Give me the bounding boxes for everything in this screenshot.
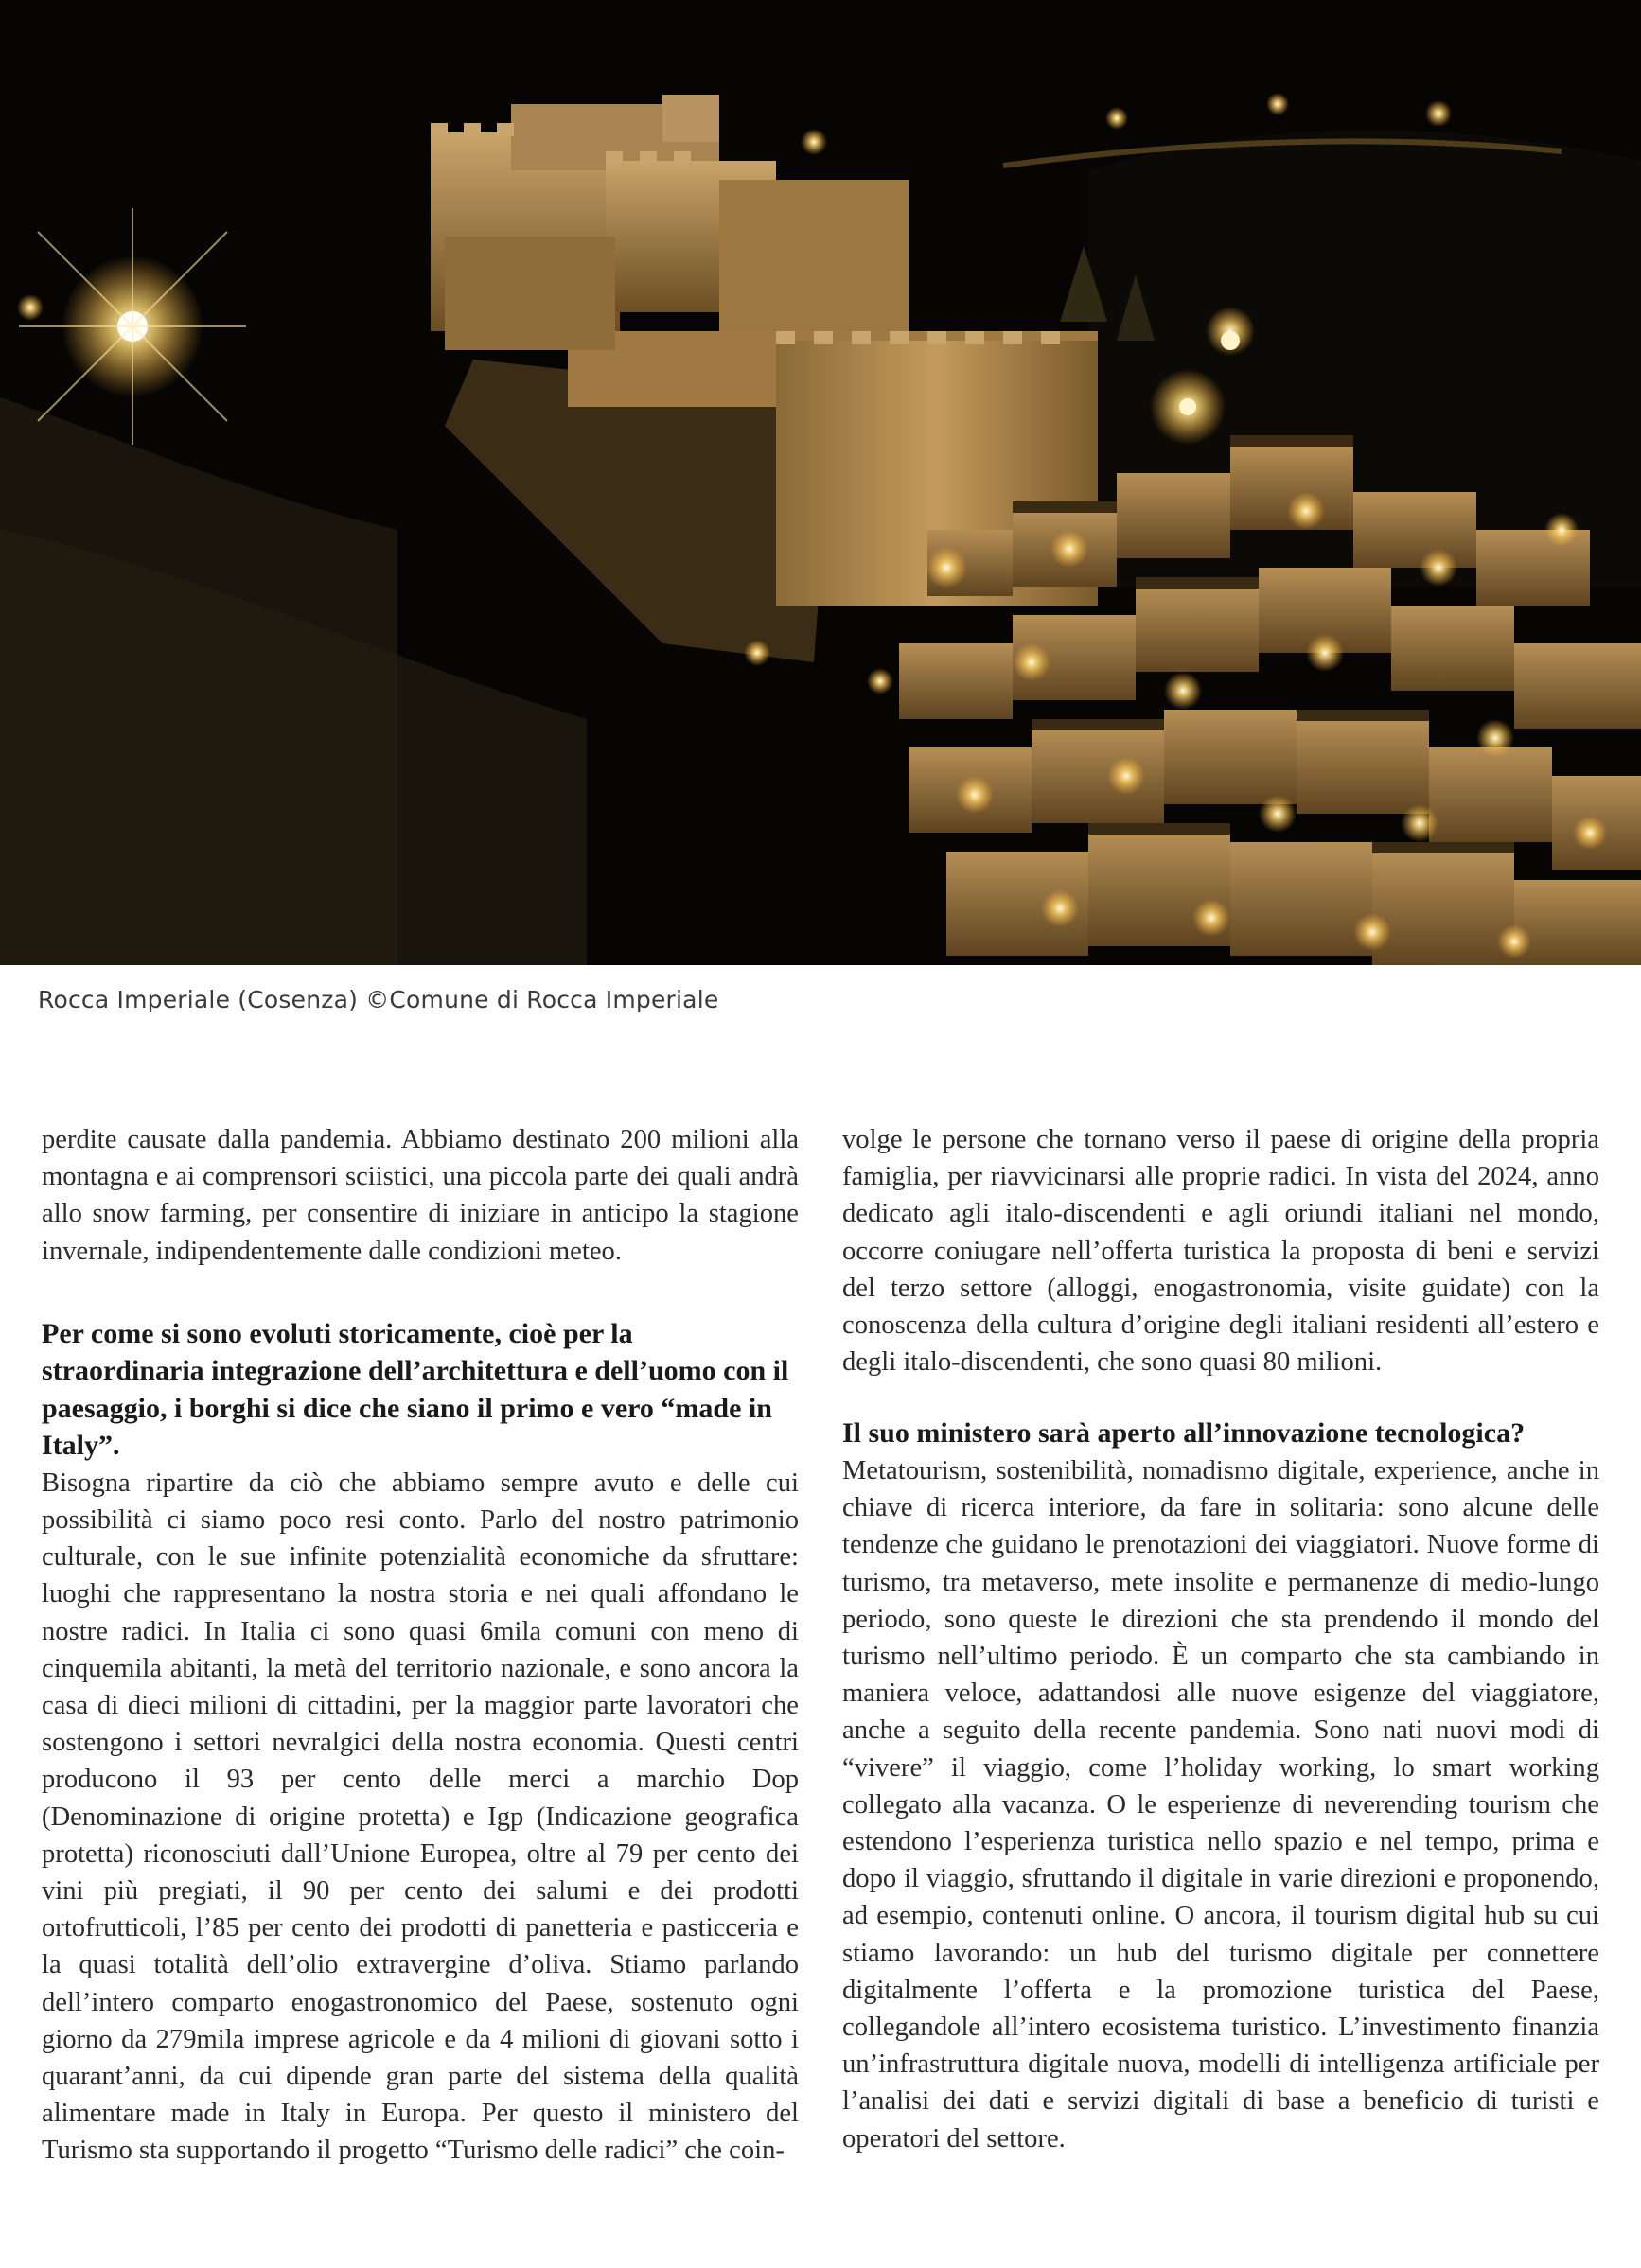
paragraph: Metatourism, sostenibilità, nomadismo digitale, experience, anche in chiave di ricerca interiore, da fare in solitaria: sono alcune delle tendenze che guidano le prenotazioni dei viaggiatori. Nuove forme di turismo, tra metaverso, mete insolite e permanenze di medio-lungo periodo, sono queste le direzioni che sta prendendo il mondo del turismo nell’ultimo periodo. È un comparto che sta cambiando in maniera veloce, adattandosi alle nuove esigenze del viaggiatore, anche a seguito della recente pandemia. Sono nati nuovi modi di “vivere” il viaggio, come l’holiday working, lo smart working collegato alla vacanza. O le esperienze di neverending tourism che estendono l’esperienza turistica nello spazio e nel tempo, prima e dopo il viaggio, sfruttando il digitale in varie direzioni e proponendo, ad esempio, contenuti online. O ancora, il tourism digital hub su cui stiamo lavorando: un hub del turismo digitale per connettere digitalmente l’offerta e la promozione turistica del Paese, collegandole all’intero ecosistema turistico. L’investimento finanzia un’infrastruttura digitale nuova, modelli di intelligenza artificiale per l’analisi dei dati e servizi digitali di base a beneficio di turisti e operatori del settore.	[842, 1455, 1599, 2154]
paragraph: volge le persone che tornano verso il paese di origine della propria famiglia, per riavvicinarsi alle proprie radici. In vista del 2024, anno dedicato agli italo-discendenti e agli oriundi italiani nel mondo, occorre coniugare nell’offerta turistica la proposta di beni e servizi del terzo settore (alloggi, enogastronomia, visite guidate) con la conoscenza della cultura d’origine degli italiani residenti all’estero e degli italo-discendenti, che sono quasi 80 milioni.	[842, 1125, 1599, 1378]
interview-question: Per come si sono evoluti storicamente, cioè per la straordinaria integrazione dell’architettura e dell’uomo con il paesaggio, i borghi si dice che siano il primo e vero “made in Italy”.	[42, 1317, 789, 1462]
castle-night-photo	[0, 0, 1641, 965]
castle-illustration	[0, 0, 1641, 965]
paragraph: Bisogna ripartire da ciò che abbiamo sempre avuto e delle cui possibilità ci siamo poco resi conto. Parlo del nostro patrimonio culturale, con le sue infinite potenzialità economiche da sfruttare: luoghi che rappresentano la nostra storia e nei quali affondano le nostre radici. In Italia ci sono quasi 6mila comuni con meno di cinquemila abitanti, la metà del territorio nazionale, e sono ancora la casa di dieci milioni di cittadini, per la maggior parte lavoratori che sostengono i settori nevralgici della nostra economia. Questi centri producono il 93 per cento delle merci a marchio Dop (Denominazione di origine protetta) e Igp (Indicazione geografica protetta) riconosciuti dall’Unione Europea, oltre al 79 per cento dei vini più pregiati, il 90 per cento dei salumi e dei prodotti ortofrutticoli, l’85 per cento dei prodotti di panetteria e pasticceria e la quasi totalità dell’olio extravergine d’oliva. Stiamo parlando dell’intero comparto enogastronomico del Paese, sostenuto ogni giorno da 279mila imprese agricole e da 4 milioni di giovani sotto i quarant’anni, da cui dipende gran parte del sistema della qualità alimentare made in Italy in Europa. Per questo il ministero del Turismo sta supportando il progetto “Turismo delle radici” che coin-	[42, 1468, 799, 2166]
interview-question: Il suo ministero sarà aperto all’innovazione tecnologica?	[842, 1417, 1526, 1450]
paragraph: perdite causate dalla pandemia. Abbiamo destinato 200 milioni alla montagna e ai comprensori sciistici, una piccola parte dei quali andrà allo snow farming, per consentire di iniziare in anticipo la stagione invernale, indipendentemente dalle condizioni meteo.	[42, 1125, 799, 1266]
photo-caption: Rocca Imperiale (Cosenza) ©Comune di Rocca Imperiale	[38, 986, 719, 1013]
article-column-right	[842, 1121, 1599, 2157]
article-column-left	[42, 1121, 799, 2170]
